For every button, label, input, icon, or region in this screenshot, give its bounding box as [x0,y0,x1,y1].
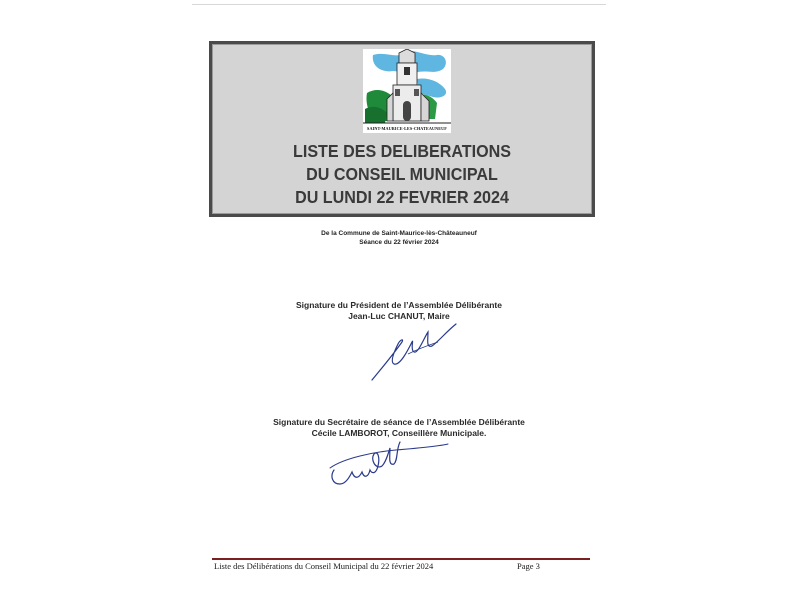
secretary-signature-icon [324,436,452,492]
top-rule [192,4,606,5]
footer-title: Liste des Délibérations du Conseil Municipal du 22 février 2024 [214,561,434,571]
church-tower-logo-icon [363,49,451,127]
president-signature-block [192,300,606,322]
commune-info [192,229,606,247]
title-line-2: DU CONSEIL MUNICIPAL [306,164,498,184]
title-line-3: DU LUNDI 22 FEVRIER 2024 [295,187,509,207]
session-date: Séance du 22 février 2024 [359,239,439,246]
footer-rule [212,558,590,560]
title-box [209,41,595,217]
secretary-role: Signature du Secrétaire de séance de l’Assemblée Délibérante [273,417,525,427]
commune-name: De la Commune de Saint-Maurice-lès-Châteauneuf [321,230,477,237]
document-title [212,140,592,209]
document-page [192,0,606,600]
secretary-name: Cécile LAMBOROT, Conseillère Municipale. [311,428,487,438]
logo-caption: SAINT-MAURICE-LES-CHATEAUNEUF [367,126,447,131]
president-name: Jean-Luc CHANUT, Maire [348,311,450,321]
page-number: Page 3 [517,561,540,571]
president-signature-icon [368,320,460,384]
title-line-1: LISTE DES DELIBERATIONS [293,141,511,161]
president-role: Signature du Président de l’Assemblée Délibérante [296,300,502,310]
commune-logo [363,49,451,133]
